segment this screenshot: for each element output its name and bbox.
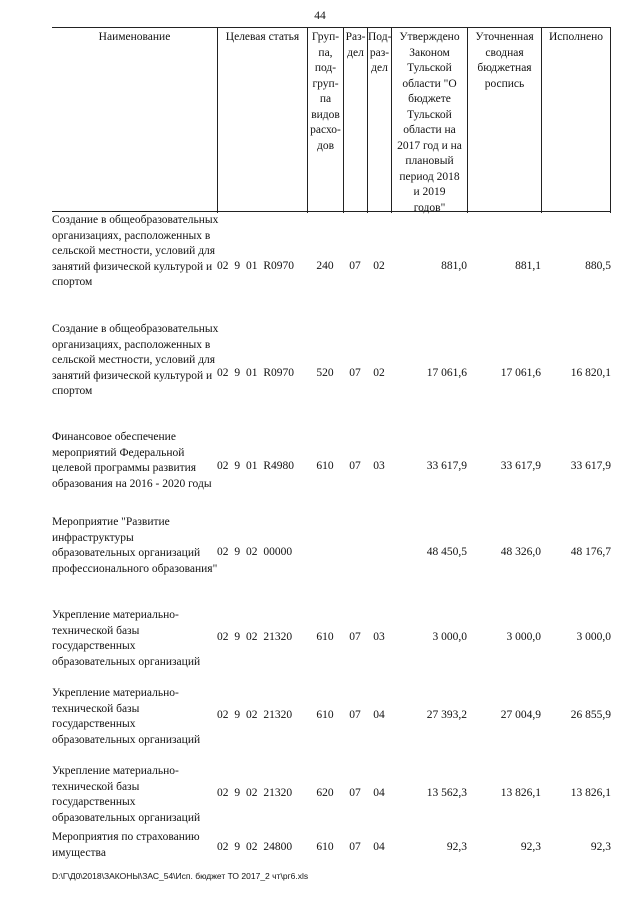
row-name: Создание в общеобразовательных организациях, расположенных в сельской местности, условий для занятий физической культурой и спортом [52,214,219,289]
row-code: 02 9 02 21320 [217,709,293,721]
row-code: 02 9 02 24800 [217,841,293,853]
row-section: 07 [349,367,361,379]
header-section-label: Раз- дел [345,31,366,59]
row-executed: 48 176,7 [570,546,611,558]
row-code: 02 9 02 21320 [217,631,293,643]
row-refined: 92,3 [520,841,541,853]
header-refined [467,28,541,213]
row-name: Укрепление материально-технической базы государственных образовательных организаций [52,609,201,668]
row-executed: 3 000,0 [576,631,611,643]
row-refined: 27 004,9 [500,709,541,721]
page-number: 44 [314,10,326,22]
row-section: 07 [349,631,361,643]
row-subsection: 04 [373,709,385,721]
table-header [52,27,611,212]
row-approved: 17 061,6 [426,367,467,379]
row-section: 07 [349,787,361,799]
row-executed: 880,5 [585,260,611,272]
row-subsection: 03 [373,631,385,643]
row-group: 610 [316,841,334,853]
row-executed: 92,3 [590,841,611,853]
row-refined: 17 061,6 [500,367,541,379]
row-section: 07 [349,460,361,472]
row-group: 610 [316,709,334,721]
row-group: 240 [316,260,334,272]
row-group: 610 [316,631,334,643]
row-section: 07 [349,260,361,272]
row-approved: 27 393,2 [426,709,467,721]
header-section [343,28,367,213]
row-refined: 33 617,9 [500,460,541,472]
row-group: 620 [316,787,334,799]
file-path-footer: D:\Г\Д0\2018\ЗАКОНЫ\ЗАС_54\Исп. бюджет ТО 2017_2 чт\рг6.xls [52,871,309,881]
header-group-label: Груп- па, под- груп- па видов расхо- дов [310,31,341,152]
row-code: 02 9 02 00000 [217,546,293,558]
row-name: Финансовое обеспечение мероприятий Федеральной целевой программы развития образования на 2016 - 2020 годы [52,431,212,490]
row-executed: 33 617,9 [570,460,611,472]
header-target [217,28,307,213]
header-target-label: Целевая статья [225,31,300,43]
header-subsection-label: Под- раз- дел [368,31,392,74]
row-code: 02 9 01 R0970 [217,260,295,272]
row-section: 07 [349,709,361,721]
header-subsection [367,28,391,213]
row-executed: 13 826,1 [570,787,611,799]
row-refined: 3 000,0 [506,631,541,643]
row-group: 610 [316,460,334,472]
row-name: Мероприятия по страхованию имущества [52,831,200,859]
row-subsection: 04 [373,787,385,799]
header-approved [391,28,467,213]
row-section: 07 [349,841,361,853]
row-name: Мероприятие "Развитие инфраструктуры образовательных организаций профессионального образования" [52,516,218,575]
row-refined: 48 326,0 [500,546,541,558]
row-approved: 33 617,9 [426,460,467,472]
row-approved: 13 562,3 [426,787,467,799]
header-refined-label: Уточненная сводная бюджетная роспись [475,31,534,90]
row-group: 520 [316,367,334,379]
row-subsection: 02 [373,260,385,272]
row-approved: 3 000,0 [432,631,467,643]
row-refined: 881,1 [515,260,541,272]
row-subsection: 04 [373,841,385,853]
header-executed-label: Исполнено [548,31,604,43]
row-approved: 48 450,5 [426,546,467,558]
row-executed: 16 820,1 [570,367,611,379]
header-name-label: Наименование [98,31,171,43]
row-code: 02 9 01 R4980 [217,460,295,472]
header-name [52,28,217,213]
row-refined: 13 826,1 [500,787,541,799]
row-code: 02 9 02 21320 [217,787,293,799]
header-group [307,28,343,213]
row-subsection: 02 [373,367,385,379]
row-subsection: 03 [373,460,385,472]
row-name: Укрепление материально-технической базы государственных образовательных организаций [52,765,201,824]
row-executed: 26 855,9 [570,709,611,721]
header-executed [541,28,611,213]
row-approved: 92,3 [446,841,467,853]
row-code: 02 9 01 R0970 [217,367,295,379]
header-approved-label: Утверждено Законом Тульской области "О бюджете Тульской области на 2017 год и на плановый период 2018 и 2019 годов" [397,31,462,214]
row-approved: 881,0 [441,260,467,272]
row-name: Укрепление материально-технической базы государственных образовательных организаций [52,687,201,746]
row-name: Создание в общеобразовательных организациях, расположенных в сельской местности, условий для занятий физической культурой и спортом [52,323,219,398]
